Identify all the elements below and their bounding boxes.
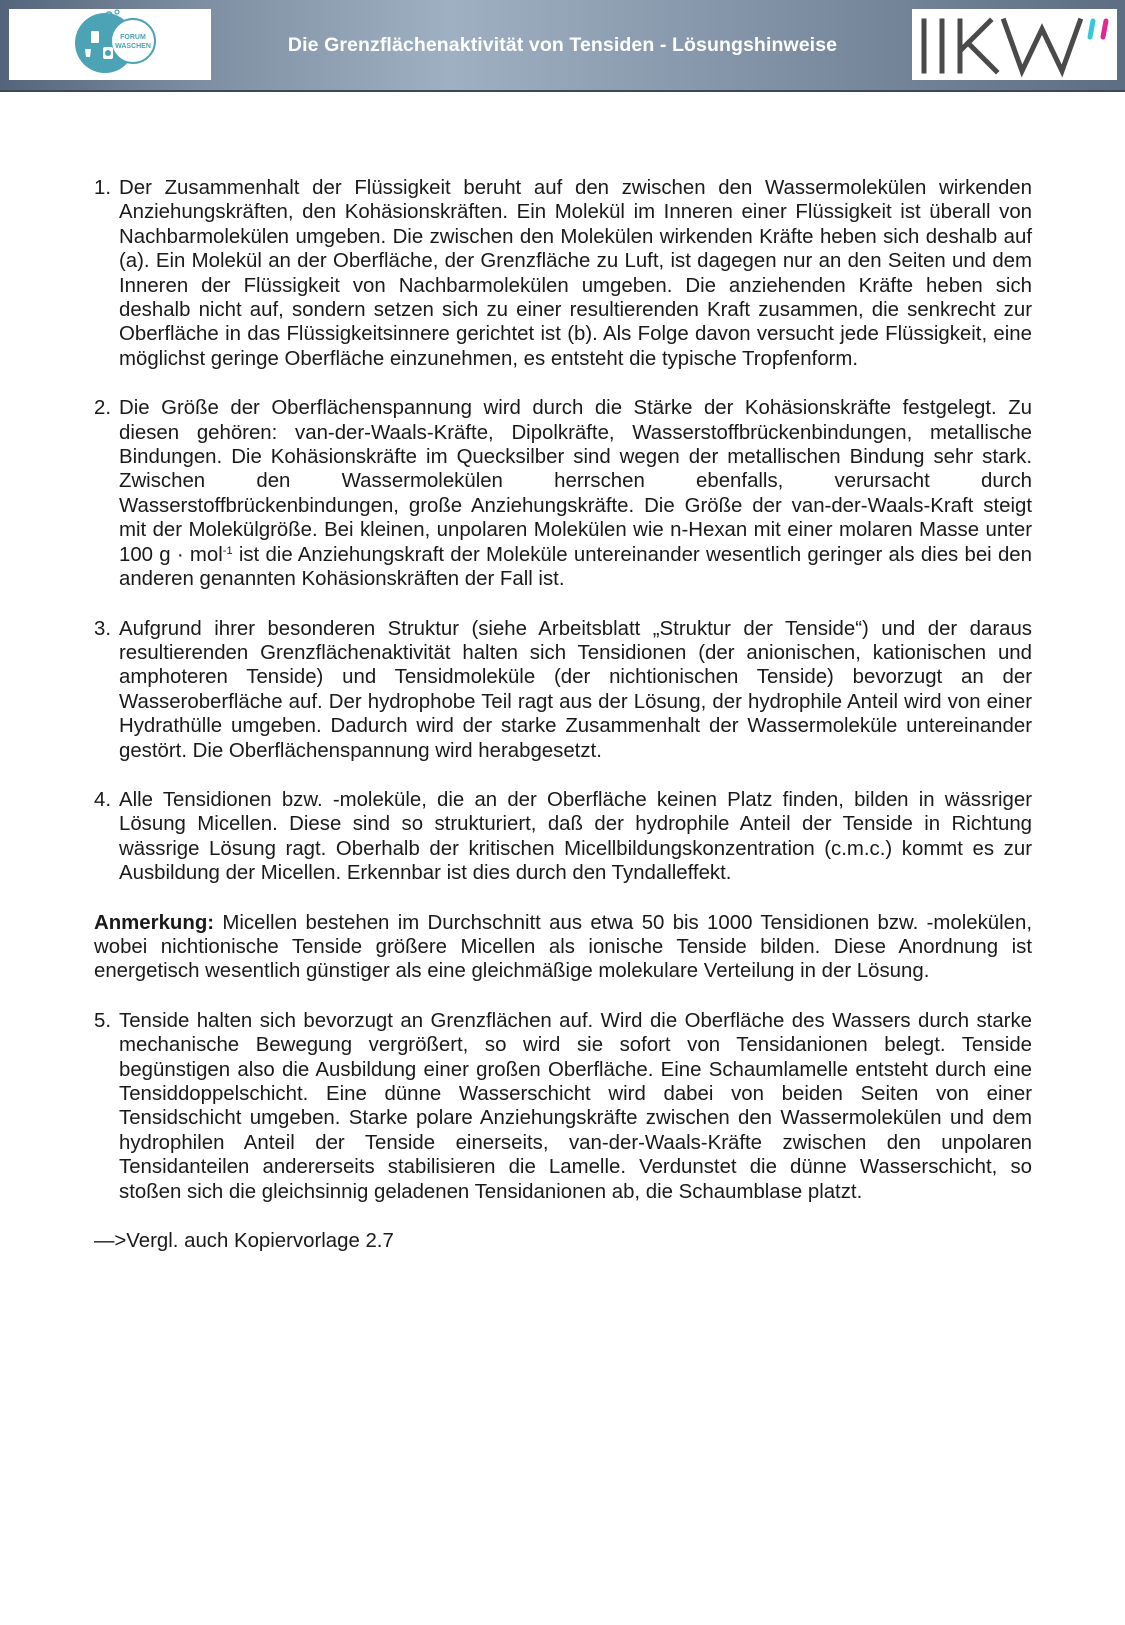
ikw-logo bbox=[912, 9, 1117, 80]
logo-waschen-text: WASCHEN bbox=[115, 43, 151, 50]
item-text: Tenside halten sich bevorzugt an Grenzflächen auf. Wird die Oberfläche des Wassers durch starke mechanische Bewegung vergrößert, so wird sie sofort von Tensidanionen belegt. Tenside begünstigen also die Ausbildung einer großen Oberfläche. Eine Schaumlamelle entsteht durch eine Tensiddoppelschicht. Eine dünne Wasserschicht wird dabei von beiden Seiten von einer Tensidschicht umgeben. Starke polare Anziehungskräfte zwischen den Wassermolekülen und dem hydrophilen Anteil der Tenside einerseits, van-der-Waals-Kräfte zwischen den unpolaren Tensidanteilen andererseits stabilisieren die Lamelle. Verdunstet die dünne Wasserschicht, so stoßen sich die gleichsinnig geladenen Tensidanionen ab, die Schaumblase platzt. bbox=[119, 1009, 1032, 1203]
item-text-part: Die Größe der Oberflächenspannung wird durch die Stärke der Kohäsionskräfte festgelegt. Zu diesen gehören: van-der-Waals-Kräfte, Dipolkräfte, Wasserstoffbrückenbindungen, metallische Bindungen. Die Kohäsionskräfte im Quecksilber sind wegen der metallischen Bindung sehr stark. Zwischen den Wassermolekülen herrschen ebenfalls, verursacht durch Wasserstoffbrückenbindungen, große Anziehungskräfte. Die Größe der van-der-Waals-Kraft steigt mit der Molekülgröße. Bei kleinen, unpolaren Molekülen wie n-Hexan mit einer molaren Masse unter 100 g · mol bbox=[119, 397, 1032, 566]
item-text: Der Zusammenhalt der Flüssigkeit beruht auf den zwischen den Wassermolekülen wirkenden Anziehungskräften, den Kohäsionskräften. Ein Molekül im Inneren einer Flüssigkeit ist überall von Nachbarmolekülen umgeben. Die zwischen den Molekülen wirkenden Kräfte heben sich deshalb auf (a). Ein Molekül an der Oberfläche, der Grenzfläche zu Luft, ist dagegen nur an den Seiten und dem Inneren der Flüssigkeit von Nachbarmolekülen umgeben. Die anziehenden Kräfte heben sich deshalb nicht auf, sondern setzen sich zu einer resultierenden Kraft zusammen, die senkrecht zur Oberfläche in das Flüssigkeitsinnere gerichtet ist (b). Als Folge davon versucht jede Flüssigkeit, eine möglichst geringe Oberfläche einzunehmen, es entsteht die typische Tropfenform. bbox=[119, 177, 1032, 370]
item-number: 3. bbox=[94, 617, 112, 640]
forum-waschen-logo bbox=[9, 9, 211, 80]
note-paragraph bbox=[94, 911, 1032, 984]
solution-item-2 bbox=[94, 396, 1032, 591]
ikw-logo-graphic bbox=[912, 9, 1117, 80]
page-title: Die Grenzflächenaktivität von Tensiden - Lösungshinweise bbox=[287, 33, 838, 56]
solution-content bbox=[94, 176, 1032, 1253]
logo-forum-text: FORUM bbox=[120, 34, 146, 41]
solution-item-5 bbox=[94, 1009, 1032, 1204]
item-number: 2. bbox=[94, 397, 112, 420]
item-text-part: ist die Anziehungskraft der Moleküle untereinander wesentlich geringer als dies bei den anderen genannten Kohäsionskräften der Fall ist. bbox=[119, 543, 1032, 591]
page-header bbox=[0, 0, 1125, 92]
note-text: Micellen bestehen im Durchschnitt aus etwa 50 bis 1000 Tensidionen bzw. -molekülen, wobei nichtionische Tenside größere Micellen als ionische Tenside bilden. Diese Anordnung ist energetisch wesentlich günstiger als eine gleichmäßige molekulare Verteilung in der Lösung. bbox=[94, 911, 1032, 983]
item-number: 1. bbox=[94, 177, 112, 199]
superscript-exponent: -1 bbox=[222, 544, 233, 557]
reference-note: —>Vergl. auch Kopiervorlage 2.7 bbox=[94, 1230, 394, 1253]
item-number: 4. bbox=[94, 788, 112, 811]
item-text: Alle Tensidionen bzw. -moleküle, die an der Oberfläche keinen Platz finden, bilden in wässriger Lösung Micellen. Diese sind so strukturiert, daß der hydrophile Anteil der Tenside in Richtung wässrige Lösung ragt. Oberhalb der kritischen Micellbildungskonzentration (c.m.c.) kommt es zur Ausbildung der Micellen. Erkennbar ist dies durch den Tyndalleffekt. bbox=[119, 788, 1032, 885]
item-number: 5. bbox=[94, 1009, 112, 1032]
note-label: Anmerkung: bbox=[94, 911, 215, 934]
forum-waschen-logo-graphic bbox=[9, 9, 211, 80]
solution-item-4 bbox=[94, 788, 1032, 886]
item-text: Aufgrund ihrer besonderen Struktur (siehe Arbeitsblatt „Struktur der Tenside“) und der daraus resultierenden Grenzflächenaktivität halten sich Tensidionen (der anionischen, kationischen und amphoteren Tenside) und Tensidmoleküle (der nichtionischen Tenside) bevorzugt an der Wasseroberfläche auf. Der hydrophobe Teil ragt aus der Lösung, der hydrophile Anteil wird von einer Hydrathülle umgeben. Dadurch wird der starke Zusammenhalt der Wassermoleküle untereinander gestört. Die Oberflächenspannung wird herabgesetzt. bbox=[119, 617, 1032, 762]
solution-item-3 bbox=[94, 617, 1032, 763]
solution-item-1 bbox=[94, 176, 1032, 371]
item-text bbox=[119, 396, 1032, 591]
